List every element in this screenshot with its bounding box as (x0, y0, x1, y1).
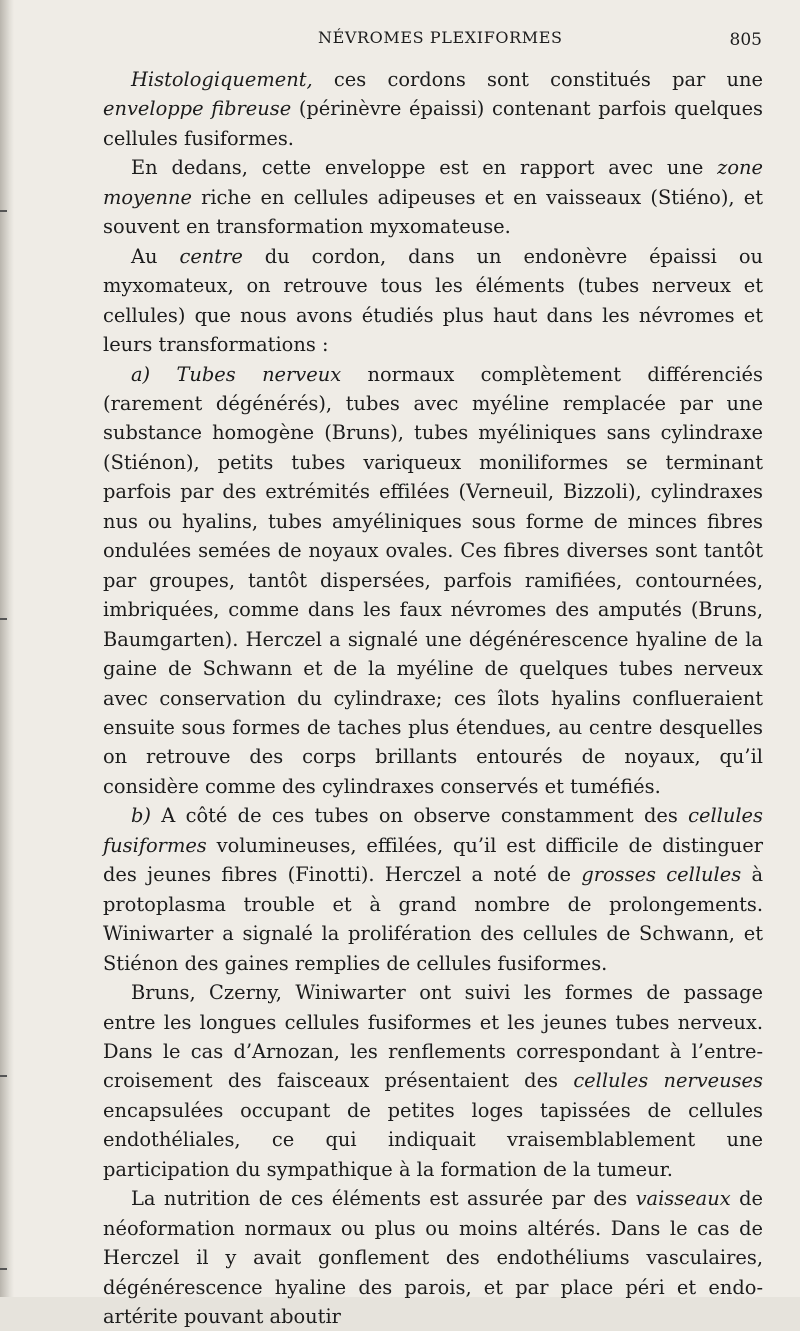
text-run: riche en cellules adipeuses et en vaisseaux (Stiéno), et souvent en transformation myxomateuse. (103, 185, 763, 239)
paragraph (103, 153, 763, 241)
page-number: 805 (729, 30, 762, 50)
binding-shadow (0, 0, 14, 1297)
text-run: (périnèvre épaissi) contenant parfois quelques cellules fusiformes. (103, 97, 763, 150)
text-run: ces cordons sont constitués par une (312, 68, 763, 91)
body-text (103, 65, 763, 1331)
italic-text: Tubes nerveux (176, 362, 342, 386)
italic-text: a) (131, 362, 177, 386)
italic-text: enveloppe fibreuse (103, 97, 292, 121)
text-run: En dedans, cette enveloppe est en rapport avec une (131, 156, 718, 180)
margin-mark (0, 1268, 7, 1270)
paragraph (103, 242, 763, 360)
text-run: Au (131, 244, 180, 268)
italic-text: Histologiquement, (131, 68, 313, 91)
italic-text: grosses cellules (581, 863, 742, 887)
running-title: NÉVROMES PLEXIFORMES (318, 28, 563, 47)
paragraph (103, 1184, 763, 1331)
text-run: à protoplasma trouble et à grand nombre de prolongements. Winiwarter a signalé la prolifération des cellules de Schwann, et Stiénon des gaines remplies de cellules fusiformes. (103, 863, 764, 975)
text-run: A côté de ces tubes on observe constamment des (161, 804, 689, 828)
paragraph (103, 360, 763, 802)
italic-text: zone moyenne (103, 156, 763, 209)
page-header (0, 28, 800, 52)
text-run: de néoformation normaux ou plus ou moins altérés. Dans le cas de Herczel il y avait gonflement des endothéliums vasculaires, dégénérescence hyaline des parois, et par place péri et endo-artérite pouvant aboutir (103, 1187, 763, 1329)
italic-text: b) (131, 804, 162, 828)
paragraph (103, 65, 763, 153)
italic-text: cellules nerveuses (573, 1069, 763, 1093)
text-run: volumineuses, effilées, qu’il est difficile de distinguer des jeunes fibres (Finotti). Herczel a noté de (103, 833, 763, 887)
text-run: encapsulées occupant de petites loges tapissées de cellules endothéliales, ce qui indiquait vraisemblablement une participation du sympathique à la formation de la tumeur. (103, 1098, 763, 1181)
italic-text: cellules fusiformes (103, 804, 763, 857)
paragraph (103, 978, 763, 1184)
margin-mark (0, 618, 7, 620)
text-run: normaux complètement différenciés (rarement dégénérés), tubes avec myéline remplacée par une substance homogène (Bruns), tubes myéliniques sans cylindraxe (Stiénon), petits tubes variqueux moniliformes se terminant parfois par des extrémités effilées (Verneuil, Bizzoli), cylindraxes nus ou hyalins, tubes amyéliniques sous forme de minces fibres ondulées semées de noyaux ovales. Ces fibres diverses sont tantôt par groupes, tantôt dispersées, parfois ramifiées, contournées, imbriquées, comme dans les faux névromes des amputés (Bruns, Baumgarten). Herczel a signalé une dégénérescence hyaline de la gaine de Schwann et de la myéline de quelques tubes nerveux avec conservation du cylindraxe; ces îlots hyalins conflueraient ensuite sous formes de taches plus étendues, au centre desquelles on retrouve des corps brillants entourés de noyaux, qu’il considère comme des cylindraxes conservés et tuméfiés. (103, 362, 763, 798)
text-run: du cordon, dans un endonèvre épaissi ou myxomateux, on retrouve tous les éléments (tubes nerveux et cellules) que nous avons étudiés plus haut dans les névromes et leurs transformations : (103, 244, 764, 357)
margin-mark (0, 210, 7, 212)
italic-text: centre (179, 244, 243, 268)
text-run: La nutrition de ces éléments est assurée par des (131, 1187, 636, 1211)
text-run: Bruns, Czerny, Winiwarter ont suivi les formes de passage entre les longues cellules fusiformes et les jeunes tubes nerveux. Dans le cas d’Arnozan, les renflements correspondant à l’entre-croisement des faisceaux présentaient des (103, 981, 763, 1093)
paragraph (103, 801, 763, 978)
margin-mark (0, 1075, 7, 1077)
italic-text: vaisseaux (635, 1187, 731, 1211)
